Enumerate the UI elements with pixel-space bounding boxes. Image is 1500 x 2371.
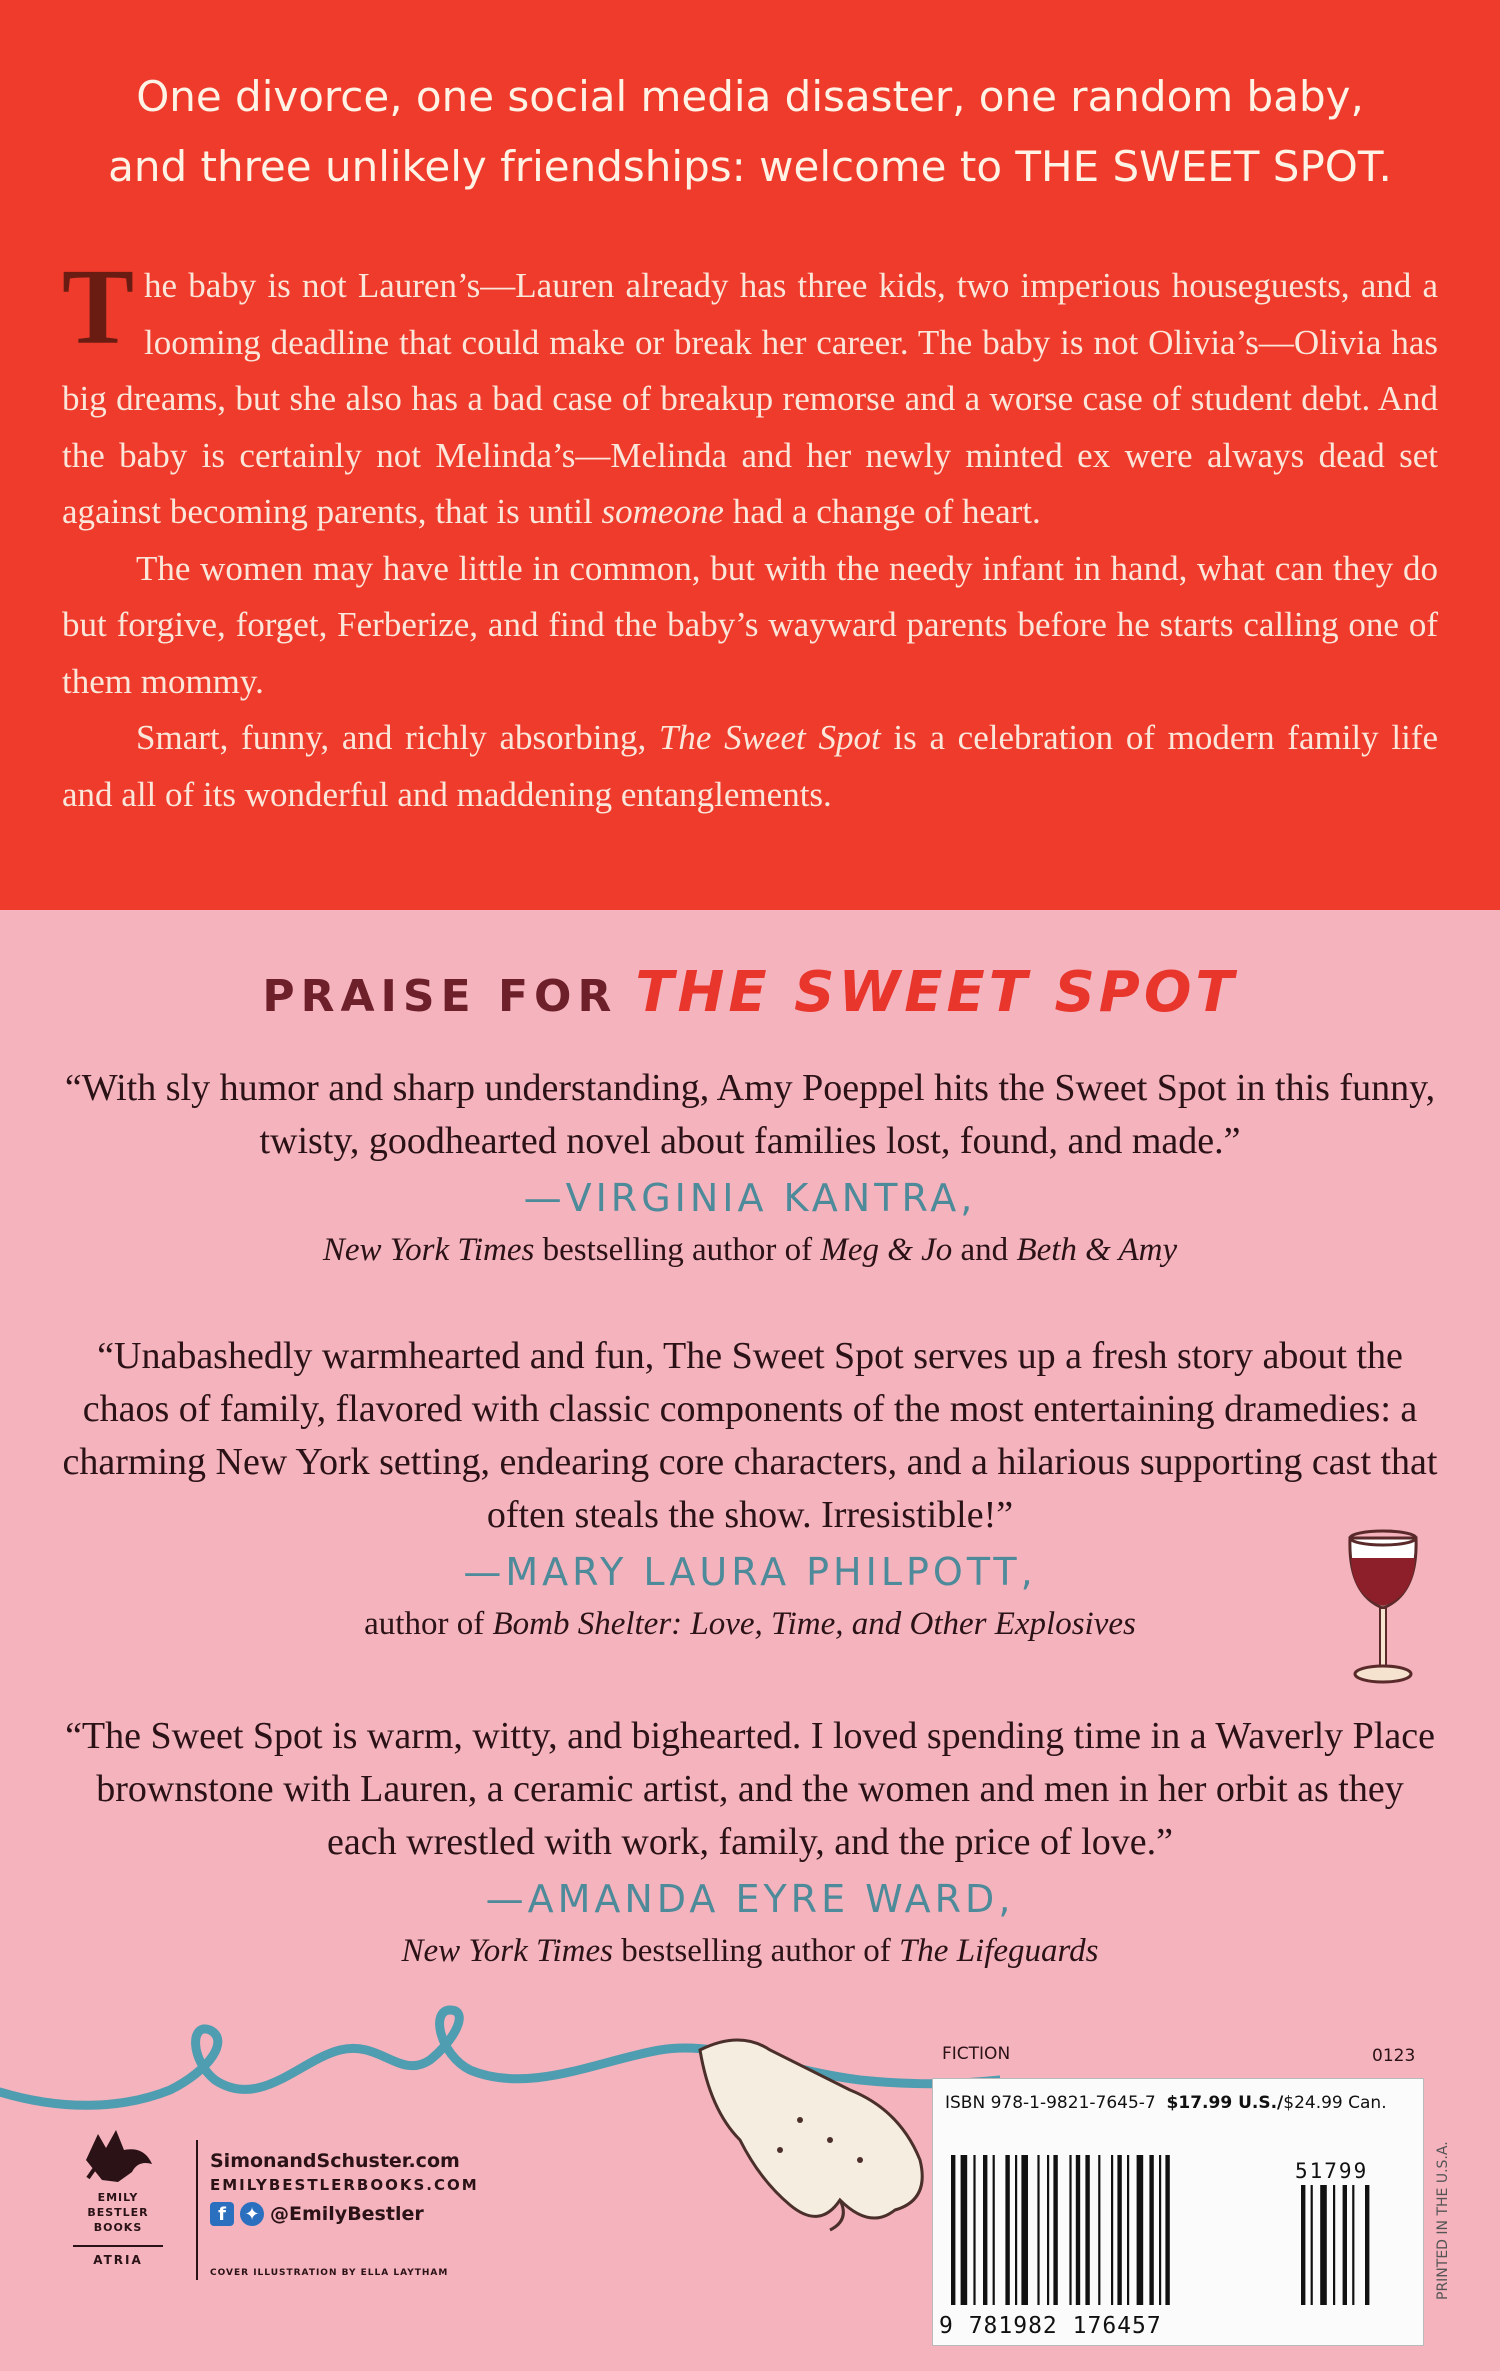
cred-book-1: Meg & Jo (820, 1232, 953, 1268)
cred-book: Bomb Shelter: Love, Time, and Other Explosives (492, 1606, 1136, 1642)
logo-line-3: BOOKS (93, 2221, 143, 2234)
isbn-line (945, 2093, 1387, 2113)
blurb (62, 248, 1438, 823)
wine-glass-icon (1338, 1524, 1428, 1694)
drop-cap: T (62, 248, 135, 367)
blurb-paragraph-1 (62, 248, 1438, 541)
cred-text: bestselling author of (613, 1933, 899, 1969)
code-label: 0123 (1372, 2046, 1416, 2066)
price-us: $17.99 U.S./ (1166, 2093, 1284, 2113)
quote-author: —AMANDA EYRE WARD, (485, 1877, 1015, 1921)
facebook-icon: f (210, 2202, 234, 2226)
blurb-p3-end: is a celebration of modern family life and all of its wonderful and maddening entanglements. (62, 718, 1438, 814)
tagline-line-1: One divorce, one social media disaster, one random baby, (136, 72, 1364, 121)
praise-heading (0, 960, 1500, 1025)
publisher-info (210, 2150, 479, 2226)
quote-credential (60, 1602, 1440, 1646)
barcode-label (932, 2078, 1424, 2346)
twitter-icon: ✦ (240, 2202, 264, 2226)
genre-label: FICTION (942, 2044, 1011, 2064)
price-code: 51799 (1295, 2159, 1369, 2183)
cred-text: bestselling author of (534, 1232, 821, 1268)
quote-credential (60, 1929, 1440, 1973)
quote-text: “Unabashedly warmhearted and fun, The Sweet Spot serves up a fresh story about the chaos of family, flavored with classic components of the most entertaining dramedies: a charming New York setting, endearing core characters, and a hilarious supporting cast that often steals the show. Irresistible!” (62, 1335, 1438, 1536)
cred-book-2: Beth & Amy (1016, 1232, 1178, 1268)
blurb-paragraph-3 (62, 710, 1438, 823)
praise-book-title: THE SWEET SPOT (635, 960, 1238, 1025)
quote-author: —VIRGINIA KANTRA, (523, 1176, 977, 1220)
blurb-p1-end: had a change of heart. (723, 492, 1041, 531)
praise-quote-2 (60, 1330, 1440, 1646)
logo-line-1: EMILY (97, 2191, 139, 2204)
fox-logo-icon (78, 2120, 158, 2190)
publisher-logo (48, 2120, 188, 2267)
dog-illustration-icon (680, 2030, 940, 2240)
praise-quote-3 (60, 1710, 1440, 1973)
quote-text: “The Sweet Spot is warm, witty, and bighearted. I loved spending time in a Waverly Place brownstone with Lauren, a ceramic artist, and the women and men in her orbit as they each wrestled with work, family, and the price of love.” (65, 1715, 1435, 1863)
quote-text: “With sly humor and sharp understanding, Amy Poeppel hits the Sweet Spot in this funny, twisty, goodhearted novel about families lost, found, and made.” (64, 1067, 1436, 1162)
blurb-p1-emphasis: someone (601, 492, 724, 531)
blurb-p3-title: The Sweet Spot (658, 718, 881, 757)
social-handle: @EmilyBestler (270, 2203, 424, 2225)
description-panel (0, 0, 1500, 910)
tagline-line-2: and three unlikely friendships: welcome to THE SWEET SPOT. (108, 142, 1392, 191)
price-can: $24.99 Can. (1283, 2093, 1387, 2113)
blurb-p1-start: he baby is not Lauren’s—Lauren already has three kids, two imperious houseguests, and a looming deadline that could make or break her career. The baby is not Olivia’s—Olivia has big dreams, but she also has a bad case of breakup remorse and a worse case of student debt. And the baby is certainly not Melinda’s—Melinda and her newly minted ex were always dead set against becoming parents, that is until (62, 266, 1438, 531)
blurb-paragraph-2: The women may have little in common, but with the needy infant in hand, what can they do but forgive, forget, Ferberize, and find the baby’s wayward parents before he starts calling one of them mommy. (62, 548, 1438, 701)
publisher-site-1: SimonandSchuster.com (210, 2150, 460, 2172)
logo-line-2: BESTLER (87, 2206, 149, 2219)
cred-publication: New York Times (401, 1933, 613, 1969)
barcode-digits: 9 781982 176457 (939, 2313, 1162, 2339)
cred-and: and (952, 1232, 1017, 1268)
praise-quote-1 (40, 1062, 1460, 1272)
cred-book: The Lifeguards (898, 1933, 1099, 1969)
printed-in-label: PRINTED IN THE U.S.A. (1435, 2141, 1451, 2300)
tagline (80, 62, 1420, 202)
blurb-p3-start: Smart, funny, and richly absorbing, (136, 718, 659, 757)
cred-publication: New York Times (322, 1232, 535, 1268)
publisher-site-2: EMILYBESTLERBOOKS.COM (210, 2176, 479, 2194)
cred-text: author of (364, 1606, 493, 1642)
quote-credential (40, 1228, 1460, 1272)
quote-author: —MARY LAURA PHILPOTT, (463, 1550, 1037, 1594)
isbn-text: ISBN 978-1-9821-7645-7 (945, 2093, 1156, 2113)
praise-label: PRAISE FOR (262, 971, 618, 1022)
logo-divider (196, 2140, 198, 2280)
social-row (210, 2202, 479, 2226)
imprint-name: ATRIA (73, 2245, 163, 2267)
cover-credit: COVER ILLUSTRATION BY ELLA LAYTHAM (210, 2268, 449, 2278)
